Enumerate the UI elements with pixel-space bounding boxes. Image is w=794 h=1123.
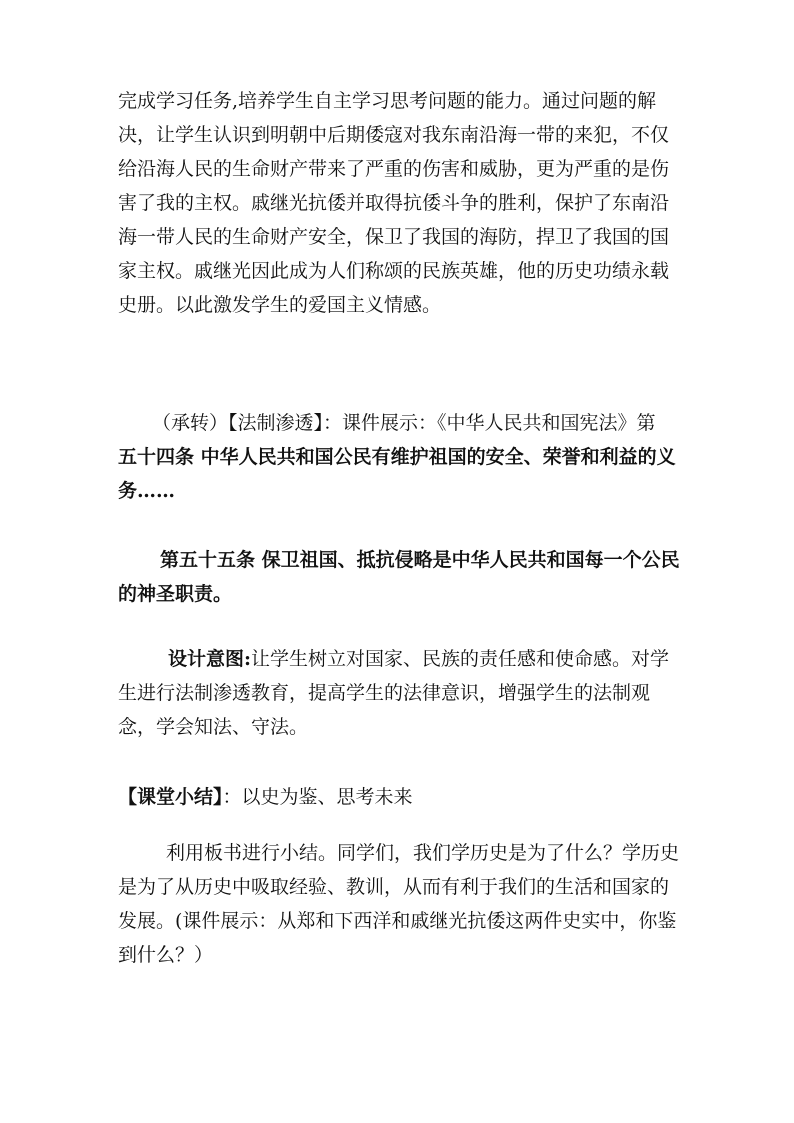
text-line: 决，让学生认识到明朝中后期倭寇对我东南沿海一带的来犯，不仅 (118, 124, 670, 146)
paragraph-law-infiltration (118, 406, 684, 508)
text-line: 发展。(课件展示：从郑和下西洋和戚继光抗倭这两件史实中，你鉴 (118, 910, 677, 932)
design-intent-text: 让学生树立对国家、民族的责任感和使命感。对学 (251, 648, 670, 670)
text-line: 第五十五条 保卫祖国、抵抗侵略是中华人民共和国每一个公民 (160, 549, 680, 571)
paragraph-class-summary-body (118, 836, 684, 972)
text-line (118, 642, 684, 676)
text-line: 给沿海人民的生命财产带来了严重的伤害和威胁，更为严重的是伤 (118, 158, 670, 180)
paragraph-summary (118, 84, 684, 322)
text-line (118, 780, 684, 814)
paragraph-class-summary-heading (118, 780, 684, 814)
text-line: 生进行法制渗透教育，提高学生的法律意识，增强学生的法制观 (118, 682, 651, 704)
text-line: 五十四条 中华人民共和国公民有维护祖国的安全、荣誉和利益的义 (118, 446, 676, 468)
text-line: 海一带人民的生命财产安全，保卫了我国的海防，捍卫了我国的国 (118, 226, 670, 248)
text-line: 害了我的主权。戚继光抗倭并取得抗倭斗争的胜利，保护了东南沿 (118, 192, 670, 214)
text-line: （承转）【法制渗透】：课件展示：《中华人民共和国宪法》第 (152, 412, 656, 434)
text-line: 完成学习任务,培养学生自主学习思考问题的能力。通过问题的解 (118, 90, 657, 112)
class-summary-label: 【课堂小结】 (118, 786, 223, 808)
paragraph-design-intent (118, 642, 684, 744)
class-summary-subtitle: ：以史为鉴、思考未来 (222, 786, 413, 808)
text-line: 史册。以此激发学生的爱国主义情感。 (118, 294, 442, 316)
text-line: 到什么？） (118, 944, 214, 966)
text-line: 是为了从历史中吸取经验、教训，从而有利于我们的生活和国家的 (118, 876, 670, 898)
text-line: 家主权。戚继光因此成为人们称颂的民族英雄，他的历史功绩永载 (118, 260, 670, 282)
text-line: 利用板书进行小结。同学们，我们学历史是为了什么？学历史 (166, 842, 680, 864)
text-line: 的神圣职责。 (118, 583, 233, 605)
paragraph-article-55 (118, 543, 684, 611)
design-intent-label: 设计意图: (168, 648, 252, 670)
text-line: 念，学会知法、守法。 (118, 716, 309, 738)
text-line: 务…… (118, 480, 176, 502)
